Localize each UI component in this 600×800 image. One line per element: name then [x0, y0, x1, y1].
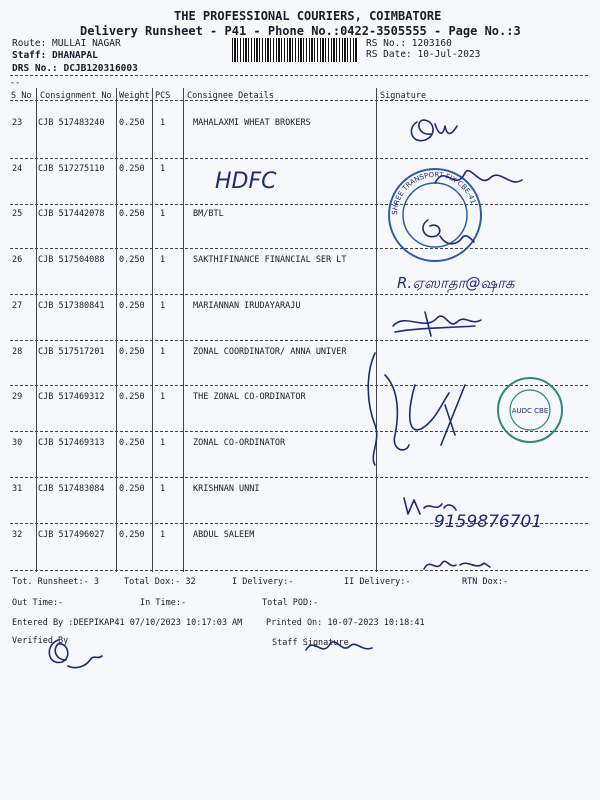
i-delivery: I Delivery:- [232, 577, 294, 587]
col-signature: Signature [380, 91, 427, 101]
signature-row-32 [420, 553, 500, 578]
header-divider [10, 100, 588, 101]
row-consignment: CJB 517483240 [38, 118, 105, 128]
col-weight: Weight [119, 91, 150, 101]
row-sno: 27 [12, 301, 23, 311]
row-consignee: THE ZONAL CO-ORDINATOR [193, 392, 306, 402]
row-divider [10, 204, 588, 205]
row-sno: 25 [12, 209, 23, 219]
row-weight: 0.250 [119, 118, 145, 128]
row-sno: 31 [12, 484, 23, 494]
hdfc-text: HDFC [215, 169, 277, 194]
row-consignment: CJB 517517201 [38, 347, 105, 357]
row-consignee: BM/BTL [193, 209, 224, 219]
row-consignee: ABDUL SALEEM [193, 530, 255, 540]
row-sno: 23 [12, 118, 23, 128]
row-consignee: MAHALAXMI WHEAT BROKERS [193, 118, 311, 128]
col-line [36, 88, 37, 572]
rs-no: RS No.: 1203160 [366, 38, 452, 49]
row-weight: 0.250 [119, 392, 145, 402]
col-line [152, 88, 153, 572]
in-time: In Time:- [140, 598, 187, 608]
rs-date: RS Date: 10-Jul-2023 [366, 49, 481, 60]
row-sno: 29 [12, 392, 23, 402]
route-label: Route: MULLAI NAGAR [12, 38, 121, 49]
row-pcs: 1 [160, 301, 166, 311]
divider-mark: -- [10, 78, 21, 88]
row-consignment: CJB 517442078 [38, 209, 105, 219]
row-consignee: ZONAL COORDINATOR/ ANNA UNIVER [193, 347, 347, 357]
row-pcs: 1 [160, 255, 166, 265]
stamp-text: SHREE TRANSPORT FIX CBE-41 [390, 170, 478, 216]
staff-label: Staff: DHANAPAL [12, 50, 98, 61]
row-pcs: 1 [160, 484, 166, 494]
row-weight: 0.250 [119, 301, 145, 311]
row-weight: 0.250 [119, 209, 145, 219]
row-consignment: CJB 517275110 [38, 164, 105, 174]
audc-stamp [495, 375, 565, 445]
row-sno: 24 [12, 164, 23, 174]
phone-text: 9159876701 [434, 512, 543, 532]
phone-handwriting [432, 505, 582, 535]
signature-rows-28-30 [345, 345, 505, 475]
rtn-dox: RTN Dox:- [462, 577, 509, 587]
row-weight: 0.250 [119, 347, 145, 357]
row-weight: 0.250 [119, 255, 145, 265]
receiver-text: R.ஏஸாதா@ஷாக [397, 274, 515, 292]
runsheet-line: Delivery Runsheet - P41 - Phone No.:0422-3505555 - Page No.:3 [80, 24, 521, 38]
col-line [183, 88, 184, 572]
row-pcs: 1 [160, 118, 166, 128]
row-weight: 0.250 [119, 484, 145, 494]
out-time: Out Time:- [12, 598, 64, 608]
audc-stamp-text: AUDC CBE [511, 407, 549, 415]
row-consignee: KRISHNAN UNNI [193, 484, 260, 494]
ii-delivery: II Delivery:- [344, 577, 411, 587]
row-sno: 30 [12, 438, 23, 448]
staff-signature: Staff Signature [272, 638, 349, 648]
row-pcs: 1 [160, 347, 166, 357]
row-consignee: MARIANNAN IRUDAYARAJU [193, 301, 301, 311]
entered-by: Entered By :DEEPIKAP41 07/10/2023 10:17:03 AM [12, 618, 243, 628]
signature-row-24 [430, 158, 530, 198]
row-divider [10, 477, 588, 478]
col-line [376, 88, 377, 572]
row-divider [10, 570, 588, 571]
row-pcs: 1 [160, 438, 166, 448]
company-title: THE PROFESSIONAL COURIERS, COIMBATORE [174, 9, 442, 23]
row-weight: 0.250 [119, 438, 145, 448]
col-consignment: Consignment No [40, 91, 112, 101]
signature-row-27 [385, 302, 495, 342]
col-sno: S No [11, 91, 32, 101]
row-pcs: 1 [160, 164, 166, 174]
row-divider [10, 340, 588, 341]
drs-label: DRS No.: DCJB120316003 [12, 63, 138, 74]
printed-on: Printed On: 10-07-2023 10:18:41 [266, 618, 425, 628]
receiver-handwriting [395, 268, 555, 298]
col-consignee: Consignee Details [187, 91, 274, 101]
row-weight: 0.250 [119, 530, 145, 540]
verified-signature [38, 630, 108, 675]
barcode [232, 38, 358, 62]
tot-runsheet: Tot. Runsheet:- 3 [12, 577, 99, 587]
row-sno: 32 [12, 530, 23, 540]
row-consignment: CJB 517469313 [38, 438, 105, 448]
row-consignment: CJB 517496027 [38, 530, 105, 540]
row-pcs: 1 [160, 209, 166, 219]
col-pcs: PCS [155, 91, 171, 101]
total-pod: Total POD:- [262, 598, 319, 608]
divider [10, 75, 588, 76]
total-dox: Total Dox:- 32 [124, 577, 196, 587]
row-consignee: SAKTHIFINANCE FINANCIAL SER LT [193, 255, 347, 265]
verified-by: Verified By [12, 636, 69, 646]
staff-signature-mark [300, 632, 380, 662]
col-line [116, 88, 117, 572]
row-sno: 28 [12, 347, 23, 357]
row-weight: 0.250 [119, 164, 145, 174]
signature-row-23 [405, 110, 465, 150]
row-pcs: 1 [160, 392, 166, 402]
row-consignment: CJB 517380841 [38, 301, 105, 311]
row-consignment: CJB 517483084 [38, 484, 105, 494]
hdfc-handwriting [210, 160, 330, 200]
row-divider [10, 248, 588, 249]
row-consignment: CJB 517504088 [38, 255, 105, 265]
signature-row-25 [418, 212, 478, 252]
row-pcs: 1 [160, 530, 166, 540]
row-sno: 26 [12, 255, 23, 265]
row-consignment: CJB 517469312 [38, 392, 105, 402]
row-consignee: ZONAL CO-ORDINATOR [193, 438, 286, 448]
